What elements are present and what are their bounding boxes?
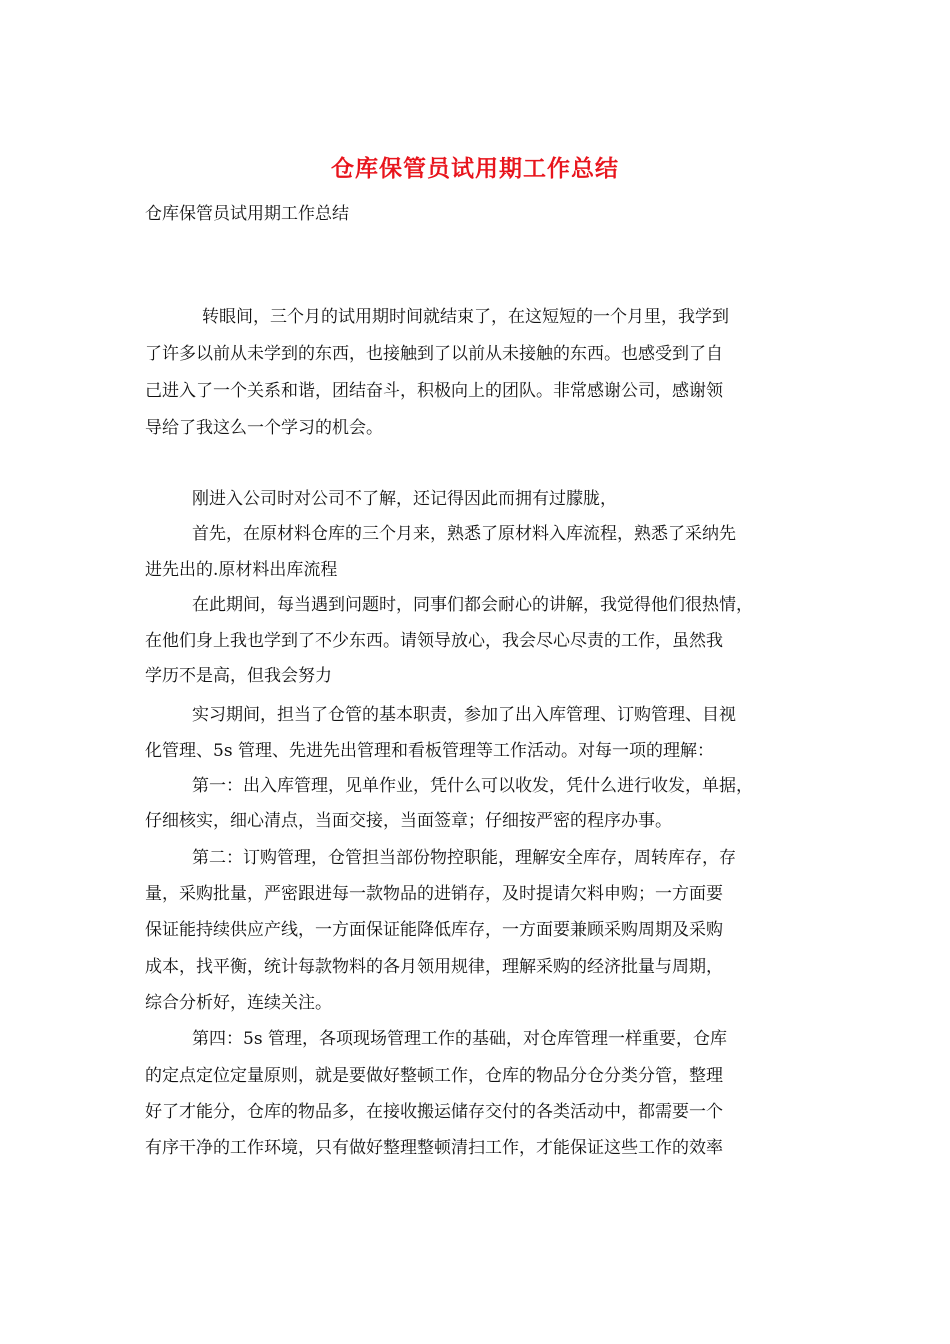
paragraph-line: 进先出的.原材料出库流程 xyxy=(145,560,338,580)
paragraph-line: 综合分析好，连续关注。 xyxy=(145,993,332,1013)
paragraph-line: 在他们身上我也学到了不少东西。请领导放心，我会尽心尽责的工作，虽然我 xyxy=(145,631,723,651)
paragraph-line: 学历不是高，但我会努力 xyxy=(145,666,332,686)
document-title: 仓库保管员试用期工作总结 xyxy=(331,155,619,182)
paragraph-line: 在此期间，每当遇到问题时，同事们都会耐心的讲解，我觉得他们很热情， xyxy=(192,595,753,615)
paragraph-line: 导给了我这么一个学习的机会。 xyxy=(145,418,383,438)
paragraph-line: 己进入了一个关系和谐，团结奋斗，积极向上的团队。非常感谢公司，感谢领 xyxy=(145,381,723,401)
document-subtitle: 仓库保管员试用期工作总结 xyxy=(145,204,349,224)
paragraph-line: 有序干净的工作环境，只有做好整理整顿清扫工作，才能保证这些工作的效率 xyxy=(145,1138,723,1158)
paragraph-line: 转眼间，三个月的试用期时间就结束了，在这短短的一个月里，我学到 xyxy=(202,307,729,327)
paragraph-line: 仔细核实，细心清点，当面交接，当面签章；仔细按严密的程序办事。 xyxy=(145,811,672,831)
paragraph-line: 保证能持续供应产线，一方面保证能降低库存，一方面要兼顾采购周期及采购 xyxy=(145,920,723,940)
paragraph-line: 好了才能分，仓库的物品多，在接收搬运储存交付的各类活动中，都需要一个 xyxy=(145,1102,723,1122)
paragraph-line: 成本，找平衡，统计每款物料的各月领用规律，理解采购的经济批量与周期， xyxy=(145,957,723,977)
paragraph-line: 实习期间，担当了仓管的基本职责，参加了出入库管理、订购管理、目视 xyxy=(192,705,736,725)
paragraph-line: 化管理、5s 管理、先进先出管理和看板管理等工作活动。对每一项的理解： xyxy=(145,741,714,761)
paragraph-line: 了许多以前从未学到的东西，也接触到了以前从未接触的东西。也感受到了自 xyxy=(145,344,723,364)
paragraph-line: 刚进入公司时对公司不了解，还记得因此而拥有过朦胧， xyxy=(192,489,617,509)
paragraph-line: 量，采购批量，严密跟进每一款物品的进销存，及时提请欠料申购；一方面要 xyxy=(145,884,723,904)
paragraph-line: 第四：5s 管理，各项现场管理工作的基础，对仓库管理一样重要，仓库 xyxy=(192,1029,727,1049)
paragraph-line: 首先，在原材料仓库的三个月来，熟悉了原材料入库流程，熟悉了采纳先 xyxy=(192,524,736,544)
paragraph-line: 第二：订购管理，仓管担当部份物控职能，理解安全库存，周转库存，存 xyxy=(192,848,736,868)
paragraph-line: 第一：出入库管理，见单作业，凭什么可以收发，凭什么进行收发，单据， xyxy=(192,776,753,796)
paragraph-line: 的定点定位定量原则，就是要做好整顿工作，仓库的物品分仓分类分管，整理 xyxy=(145,1066,723,1086)
